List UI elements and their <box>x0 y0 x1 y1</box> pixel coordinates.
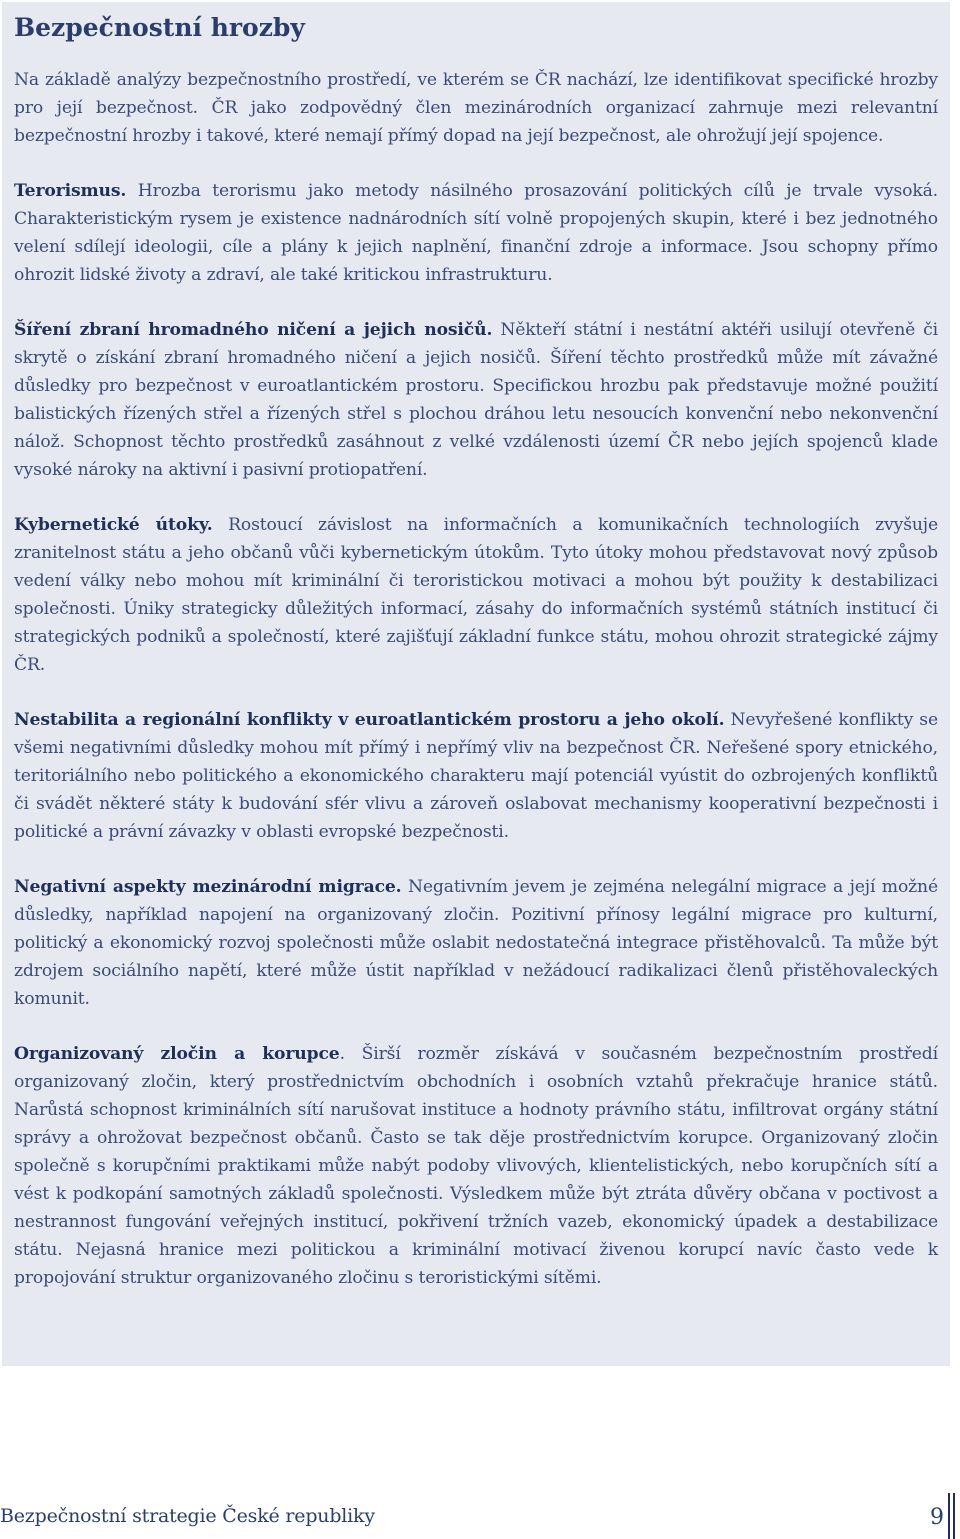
section-text: Negativním jevem je zejména nelegální migrace a její možné důsledky, například napojení na organizovaný zločin. Pozitivní přínosy legální migrace pro kulturní, politický a ekonomický rozvoj společnosti může oslabit nedostatečná integrace přistěhovalců. Ta může být zdrojem sociálního napětí, které může ústit například v nežádoucí radikalizaci členů přistěhovaleckých komunit. <box>14 877 938 1009</box>
section-migration <box>14 873 938 1013</box>
page-marker-bar <box>953 1493 955 1539</box>
page-footer <box>0 1489 960 1539</box>
footer-document-title: Bezpečnostní strategie České republiky <box>0 1505 375 1527</box>
intro-paragraph: Na základě analýzy bezpečnostního prostředí, ve kterém se ČR nachází, lze identifikovat specifické hrozby pro její bezpečnost. ČR jako zodpovědný člen mezinárodních organizací zahrnuje mezi relevantní bezpečnostní hrozby i takové, které nemají přímý dopad na její bezpečnost, ale ohrožují její spojence. <box>14 70 938 146</box>
content-panel <box>2 2 950 1366</box>
section-text: . Širší rozměr získává v současném bezpečnostním prostředí organizovaný zločin, který prostřednictvím obchodních i osobních vztahů překračuje hranice států. Narůstá schopnost kriminálních sítí narušovat instituce a hodnoty právního státu, infiltrovat orgány státní správy a ohrožovat bezpečnost občanů. Často se tak děje prostřednictvím korupce. Organizovaný zločin společně s korupčními praktikami může nabýt podoby vlivových, klientelistických, nebo korupčních sítí a vést k podkopání samotných základů společnosti. Výsledkem může být ztráta důvěry občana v poctivost a nestrannost fungování veřejných institucí, pokřivení tržních vazeb, ekonomický úpadek a destabilizace státu. Nejasná hranice mezi politickou a kriminální motivací živenou korupcí navíc často vede k propojování struktur organizovaného zločinu s teroristickými sítěmi. <box>14 1044 938 1288</box>
page-number: 9 <box>930 1505 944 1530</box>
section-text: Někteří státní i nestátní aktéři usilují otevřeně či skrytě o získání zbraní hromadného ničení a jejich nosičů. Šíření těchto prostředků může mít závažné důsledky pro bezpečnost v euroatlantickém prostoru. Specifickou hrozbu pak představuje možné použití balistických řízených střel a řízených střel s plochou dráhou letu nesoucích konvenční nebo nekonvenční nálož. Schopnost těchto prostředků zasáhnout z velké vzdálenosti území ČR nebo jejích spojenců klade vysoké nároky na aktivní i pasivní protiopatření. <box>14 320 938 480</box>
section-organized-crime <box>14 1040 938 1292</box>
section-heading: Organizovaný zločin a korupce <box>14 1044 340 1064</box>
section-heading: Šíření zbraní hromadného ničení a jejich nosičů. <box>14 320 493 340</box>
section-cyber <box>14 511 938 679</box>
section-terrorism <box>14 177 938 289</box>
page-title: Bezpečnostní hrozby <box>14 13 305 42</box>
section-text: Rostoucí závislost na informačních a komunikačních technologiích zvyšuje zranitelnost státu a jeho občanů vůči kybernetickým útokům. Tyto útoky mohou představovat nový způsob vedení války nebo mohou mít kriminální či teroristickou motivaci a mohou být použity k destabilizaci společnosti. Úniky strategicky důležitých informací, zásahy do informačních systémů státních institucí či strategických podniků a společností, které zajišťují základní funkce státu, mohou ohrozit strategické zájmy ČR. <box>14 515 938 675</box>
section-heading: Kybernetické útoky. <box>14 515 213 535</box>
section-heading: Nestabilita a regionální konflikty v euroatlantickém prostoru a jeho okolí. <box>14 710 725 730</box>
section-text: Hrozba terorismu jako metody násilného prosazování politických cílů je trvale vysoká. Charakteristickým rysem je existence nadnárodních sítí volně propojených skupin, které i bez jednotného velení sdílejí ideologii, cíle a plány k jejich naplnění, finanční zdroje a informace. Jsou schopny přímo ohrozit lidské životy a zdraví, ale také kritickou infrastrukturu. <box>14 181 938 285</box>
section-regional-conflicts <box>14 706 938 846</box>
section-heading: Terorismus. <box>14 181 127 201</box>
page-marker-bar <box>948 1493 950 1539</box>
section-heading: Negativní aspekty mezinárodní migrace. <box>14 877 402 897</box>
section-text: Nevyřešené konflikty se všemi negativními důsledky mohou mít přímý i nepřímý vliv na bezpečnost ČR. Neřešené spory etnického, teritoriálního nebo politického a ekonomického charakteru mají potenciál vyústit do ozbrojených konfliktů či svádět některé státy k budování sfér vlivu a zároveň oslabovat mechanismy kooperativní bezpečnosti i politické a právní závazky v oblasti evropské bezpečnosti. <box>14 710 938 842</box>
page-marker-bars <box>948 1493 958 1539</box>
section-wmd <box>14 316 938 484</box>
